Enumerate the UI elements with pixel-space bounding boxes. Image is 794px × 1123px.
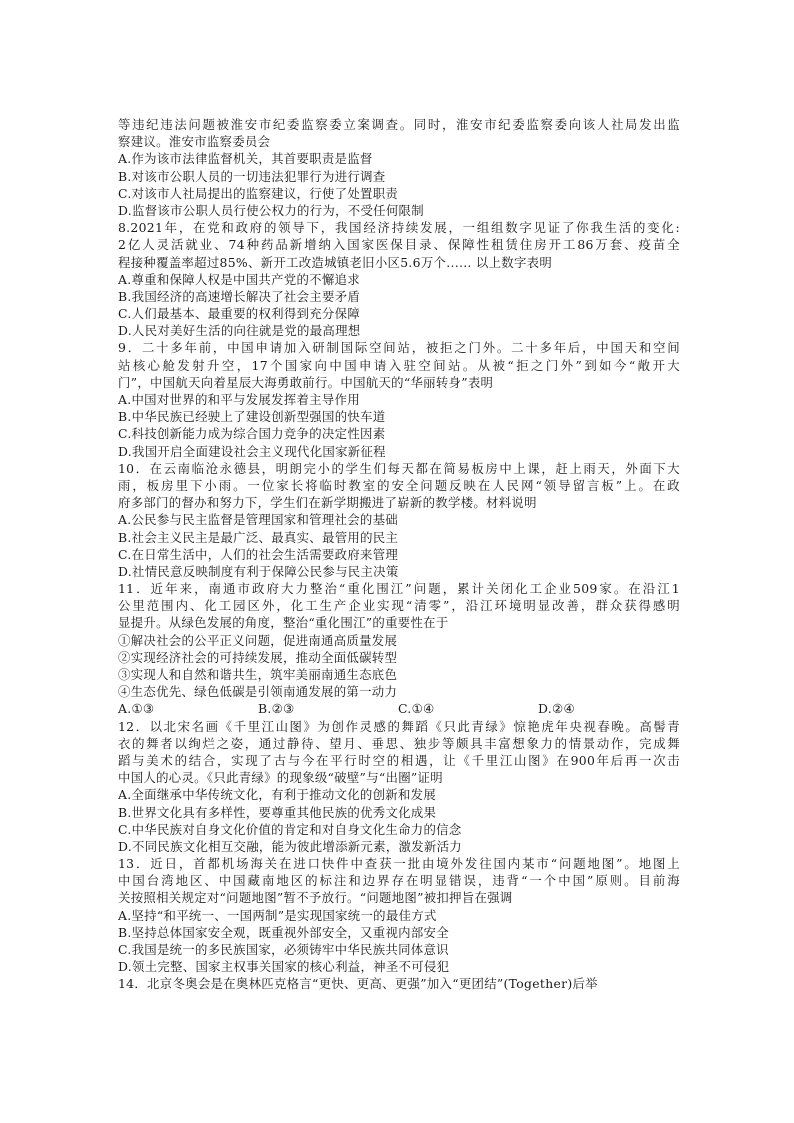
text-line: A.作为该市法律监督机关，其首要职责是监督 (118, 151, 373, 167)
choice-d: D.②④ (538, 701, 575, 717)
text-line: 显提升。从绿色发展的角度，整治“重化围江”的重要性在于 (118, 615, 449, 631)
text-line: D.监督该市公职人员行使公权力的行为，不受任何限制 (118, 202, 424, 218)
text-line: 13．近日，首都机场海关在进口快件中查获一批由境外发往国内某市“问题地图”。地图上 (118, 856, 680, 872)
text-line: A.坚持“和平统一、一国两制”是实现国家统一的最佳方式 (118, 907, 437, 923)
text-line: C.在日常生活中，人们的社会生活需要政府来管理 (118, 546, 399, 562)
text-line: 9．二十多年前，中国申请加入研制国际空间站，被拒之门外。二十多年后，中国天和空间 (118, 340, 680, 356)
text-line: B.社会主义民主是最广泛、最真实、最管用的民主 (118, 529, 399, 545)
choice-a: A.①③ (118, 701, 155, 717)
text-line: 衣的舞者以绚烂之姿，通过静待、望月、垂思、独步等颇具丰富想象力的情景动作，完成舞 (118, 735, 680, 751)
text-line: ②实现经济社会的可持续发展，推动全面低碳转型 (118, 649, 398, 665)
text-line: B.坚持总体国家安全观，既重视外部安全，又重视内部安全 (118, 924, 449, 940)
text-line: B.我国经济的高速增长解决了社会主要矛盾 (118, 288, 361, 304)
text-line: D.社情民意反映制度有利于保障公民参与民主决策 (118, 563, 399, 579)
text-line: 程接种覆盖率超过85%、新开工改造城镇老旧小区5.6万个...... 以上数字表明 (118, 254, 553, 270)
text-line: C.我国是统一的多民族国家，必须铸牢中华民族共同体意识 (118, 942, 449, 957)
text-line: A.公民参与民主监督是管理国家和管理社会的基础 (118, 512, 398, 528)
text-line: 8.2021年，在党和政府的领导下，我国经济持续发展，一组组数字见证了你我生活的变化: (118, 220, 680, 236)
text-line: 等违纪违法问题被淮安市纪委监察委立案调查。同时，淮安市纪委监察委向该人社局发出监 (118, 117, 680, 132)
text-line: ④生态优先、绿色低碳是引领南通发展的第一动力 (118, 684, 398, 700)
text-line: C.科技创新能力成为综合国力竞争的决定性因素 (118, 426, 386, 442)
text-line: A.全面继承中华传统文化，有利于推动文化的创新和发展 (118, 787, 437, 803)
text-line: 公里范围内、化工园区外，化工生产企业实现“清零”，沿江环境明显改善，群众获得感明 (118, 598, 680, 614)
question-text-block-2 (118, 718, 680, 993)
text-line: 府多部门的督办和努力下，学生们在新学期搬进了崭新的教学楼。材料说明 (118, 495, 537, 511)
text-line: A.尊重和保障人权是中国共产党的不懈追求 (118, 271, 360, 287)
text-line: 蹈与美术的结合，实现了古与今在平行时空的相遇，让《千里江山图》在900年后再一次击 (118, 752, 680, 768)
text-line: ①解决社会的公平正义问题，促进南通高质量发展 (118, 632, 398, 648)
text-line: B.中华民族已经驶上了建设创新型强国的快车道 (118, 409, 386, 425)
text-line: D.不同民族文化相互交融，能为彼此增添新元素，激发新活力 (118, 838, 462, 854)
text-line: 雨，板房里下小雨。一位家长将临时教室的安全问题反映在人民网“领导留言板”上。在政 (118, 477, 680, 493)
text-line: B.对该市公职人员的一切违法犯罪行为进行调查 (118, 168, 386, 184)
text-line: 2亿人灵活就业、74种药品新增纳入国家医保目录、保障性租赁住房开工86万套、疫苗全 (118, 237, 680, 253)
choice-b: B.②③ (258, 701, 295, 717)
text-line: 门”，中国航天向着星辰大海勇敢前行。中国航天的“华丽转身”表明 (118, 374, 494, 390)
question-text-block (118, 116, 680, 700)
document-page (118, 116, 680, 993)
text-line: 察建议。淮安市监察委员会 (118, 134, 271, 150)
text-line: 站核心舱发射升空，17个国家向中国申请入驻空间站。从被“拒之门外”到如今“敞开大 (118, 357, 680, 373)
text-line: 10．在云南临沧永德县，明朗完小的学生们每天都在简易板房中上课，赶上雨天，外面下大 (118, 460, 680, 476)
text-line: D.我国开启全面建设社会主义现代化国家新征程 (118, 443, 386, 459)
text-line: C.对该市人社局提出的监察建议，行使了处置职责 (118, 185, 399, 201)
text-line: ③实现人和自然和谐共生，筑牢美丽南通生态底色 (118, 667, 398, 682)
text-line: A.中国对世界的和平与发展发挥着主导作用 (118, 392, 360, 407)
choice-c: C.①④ (398, 701, 435, 717)
text-line: 14．北京冬奥会是在奥林匹克格言“更快、更高、更强”加入“更团结”(Together)后举 (118, 976, 598, 992)
text-line: 中国人的心灵。《只此青绿》的现象级“破壁”与“出圈”证明 (118, 770, 443, 786)
text-line: 12．以北宋名画《千里江山图》为创作灵感的舞蹈《只此青绿》惊艳虎年央视春晚。高髻青 (118, 718, 680, 734)
text-line: D.领土完整、国家主权事关国家的核心利益，神圣不可侵犯 (118, 959, 450, 975)
text-line: 关按照相关规定对“问题地图”暂不予放行。“问题地图”被扣押旨在强调 (118, 890, 513, 906)
text-line: D.人民对美好生活的向往就是党的最高理想 (118, 323, 361, 339)
text-line: 中国台湾地区、中国藏南地区的标注和边界存在明显错误，违背“一个中国”原则。目前海 (118, 873, 680, 889)
text-line: 11．近年来，南通市政府大力整治“重化围江”问题，累计关闭化工企业509家。在沿江1 (118, 581, 680, 597)
text-line: C.人们最基本、最重要的权利得到充分保障 (118, 306, 361, 322)
question-11-choices (118, 700, 680, 717)
text-line: B.世界文化具有多样性，要尊重其他民族的优秀文化成果 (118, 804, 437, 820)
text-line: C.中华民族对自身文化价值的肯定和对自身文化生命力的信念 (118, 821, 462, 837)
